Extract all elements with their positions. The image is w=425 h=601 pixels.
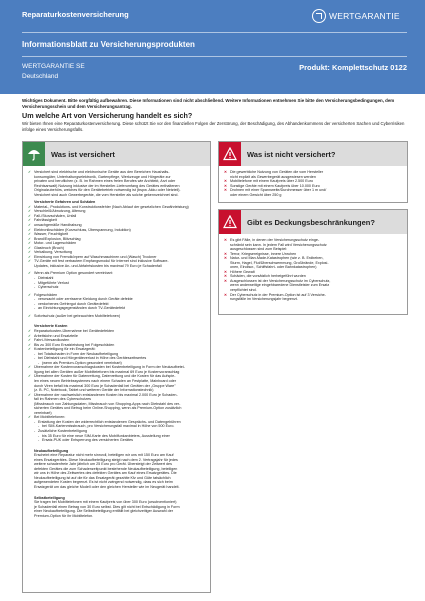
document-title: Informationsblatt zu Versicherungsprodukten xyxy=(22,40,195,49)
list-spacer xyxy=(28,443,209,446)
insured-box xyxy=(22,141,211,593)
sub-list-item: - Mitgeführte Verlust xyxy=(28,281,209,286)
paragraph-line: Neukaufbeteiligung ist auf die für das Ersatzgerät gezahlte Kfz und Güte tatsächlich xyxy=(34,475,171,480)
subsection-heading: Versicherte Gefahren und Schäden xyxy=(34,200,96,205)
list-item-continuation: Versichert sind auch Gewerbegeräte, die vom Hersteller als solche gekennzeichnet sind. xyxy=(34,192,179,197)
list-item: ✓ Motor- und Lagerschäden xyxy=(28,241,209,246)
list-item: ✓ Übernahme der Kostenvoranschlagskosten bei Kostenbeteiligung in Form der Neukaufbetei- xyxy=(28,365,209,370)
list-item-continuation: Updates, inklusive An- und Abfahrtskosten bis maximal 79 Euro je Schadenfall xyxy=(34,263,162,268)
header-divider xyxy=(22,32,407,33)
list-item: ✓ Material-, Produktions- und Konstruktionsfehler (Nach Ablauf der gesetzlichen Gewährleistung) xyxy=(28,205,209,210)
insured-list xyxy=(28,170,209,518)
list-item: ✓ Glasbruch (Bruch) xyxy=(28,246,209,251)
sub-list-item: - verursacht oder zerrissene Kleidung durch Geräte defekte xyxy=(28,297,209,302)
paragraph-line: einer Neukaufbeteiligung. Die Selbstbeteiligung entfällt bei gleichzeitiger Auswahl der xyxy=(34,509,173,514)
logo-text: WERTGARANTIE xyxy=(329,11,400,21)
document-header xyxy=(0,0,425,94)
sub-list-item: - Cyberschutz xyxy=(28,285,209,290)
section-heading: Um welche Art von Versicherung handelt es sich? xyxy=(22,111,193,120)
list-item: ✓ TV-Geräte mit fest verbautem Empfangsmodul für Internet sind inklusive Software- xyxy=(28,259,209,264)
list-item: ✓ Elektronikschäden (Kurzschluss, Überspannung, Induktion) xyxy=(28,228,209,233)
list-item: ✓ Folgeschäden xyxy=(28,293,209,298)
list-item: ✓ Einwirkung von Fremdkörpern auf Waschmaschinen und (Wasch) Trockner xyxy=(28,255,209,260)
not-insured-box xyxy=(218,141,408,203)
list-item-continuation: Sturm, Hagel, Flut/Überschwemmung, Großbrände, Explosi- xyxy=(230,260,329,265)
restrictions-list xyxy=(224,238,406,302)
wertgarantie-logo xyxy=(312,9,407,23)
sub-list-item: - Diebstahl xyxy=(28,276,209,281)
list-item: ✓ Übernahme der nachweislich entstandenen Kosten bis maximal 2.000 Euro je Schaden- xyxy=(28,393,209,398)
list-item-continuation: verpflichtet sind. xyxy=(230,288,257,293)
paragraph-line: Erscheint eine Reparatur nicht mehr sinnvoll, beteiligen wir uns mit 150 Euro am Kauf xyxy=(34,453,174,458)
list-item-continuation: schränkt sein kann. In jedem Fall wird Versicherungsschutz xyxy=(230,242,327,247)
list-item: ✓ Fall-/Sturzschäden, Unfall xyxy=(28,214,209,219)
header-divider xyxy=(22,56,407,57)
subsection-heading: Neukaufbeteiligung xyxy=(34,448,69,453)
not-insured-title: Was ist nicht versichert? xyxy=(247,150,336,159)
list-item: ✓ Fahrt-/Versandkosten xyxy=(28,338,209,343)
list-spacer xyxy=(28,318,209,321)
list-item-continuation: (Missbrauch von Zahlungsdaten, Missbrauch von Shopping-Apps nach Diebstahl des ver- xyxy=(34,401,181,406)
not-insured-body xyxy=(224,170,406,197)
list-item: ✕ Natur- und Man-Made-Katastrophen (wie z. B. Erdbeben, xyxy=(224,256,406,261)
list-item: ✓ Wasser, Feuchtigkeit xyxy=(28,232,209,237)
list-item: ✓ Bei Mobiltelefonen: xyxy=(28,415,209,420)
insured-title: Was ist versichert xyxy=(51,150,115,159)
sub-list-item: - an Einrichtungsgegenständen durch TV-Gerätedefekt xyxy=(28,306,209,311)
product-name: Produkt: Komplettschutz 0122 xyxy=(299,63,407,72)
list-item: ✓ Versichert sind elektrische und elektronische Geräte aus den Bereichen Haushalts- xyxy=(28,170,209,175)
list-item: ✓ unsachgemäße Handhabung xyxy=(28,223,209,228)
list-item: ✓ Bis zu 300 Euro Ersatzleistung bei Folgeschäden xyxy=(28,343,209,348)
list-item-continuation: oder einem Gewicht über 250 g xyxy=(230,192,282,197)
list-item-continuation: Originalzubehörs, welches für den Gerätebetrieb notwendig ist (bspw. Akku oder Netzteil). xyxy=(34,188,181,193)
list-item: ✓ Arbeitslohn und Ersatzteile xyxy=(28,334,209,339)
paragraph-line: defekten Gerätes die zum Schadenzeitpunkt bestehende Neukaufbeteiligung, beteiligen xyxy=(34,466,178,471)
list-item-continuation: durch Viren befall bis maximal 300 Euro je Schadenfall bei Geräten der „Gruppe Ware" xyxy=(34,383,176,388)
paragraph-line: Sie tragen bei Mobiltelefonen mit einem Kaufpreis von über 300 Euro (ursubventioniert) xyxy=(34,500,177,505)
list-item-continuation: privaten und beruflichen (z. B. im Rahmen eines freien Berufes wie Architekt, Arzt oder xyxy=(34,179,176,184)
sub-list-item: - Ersatz-PUK oder Entsperrung des versicherten Gerätes xyxy=(28,438,209,443)
list-item: ✕ Der Cyberschutz in der Premium-Option ist auf 3 Versiche- xyxy=(224,293,406,298)
list-item: ✓ Fahrlässigkeit xyxy=(28,218,209,223)
list-item: ✓ Brand/Explosion, Blitzschlag xyxy=(28,237,209,242)
list-item-continuation: ausgeschlossen sind zum Beispiel: xyxy=(230,247,288,252)
paragraph-line: Premium-Option für ihr Mobiltelefon. xyxy=(34,513,94,518)
sub-list-item: - verdorbenes Gefriergut durch Gerätedefekt xyxy=(28,302,209,307)
exclamation-icon xyxy=(219,142,241,166)
list-item: ✕ Es gibt Fälle, in denen der Versicherungsschutz einge- xyxy=(224,238,406,243)
list-item-continuation: ligung bei allen Geräten außer Mobiltelefonen bis maximal 69 Euro je Kostenvoranschlag xyxy=(34,369,180,374)
list-item-continuation: konsumgüter, Unterhaltungselektronik, Gartenpflege, Werkzeuge und Hörgeräte zur xyxy=(34,174,171,179)
logo-mark-icon xyxy=(312,9,326,23)
section-text: Wir bieten Ihnen eine Reparaturkostenversicherung. Diese schützt Sie vor den finanziellen Folgen der Zerstörung, der Beschädigung, des Abhandenkommens der versicherten Sachen und Cyberrisiken infolge eines Versicherungsfalls. xyxy=(22,121,405,132)
sub-list-item: - bis 35 Euro für eine neue SIM-Karte des Mobilfunkanbieters, Ausstellung einer xyxy=(28,434,209,439)
sub-list-item: - bei Totalschaden in Form der Neukaufbeteiligung xyxy=(28,352,209,357)
list-item: ✕ Die gewerbliche Nutzung von Geräten die vom Hersteller xyxy=(224,170,406,175)
list-item: ✕ Ausgeschlossen ist der Versicherungsschutz im Cyberschutz, xyxy=(224,279,406,284)
list-item-continuation: sicherten Gerätes und Betrug beim Online-Shopping, wenn als Premium-Option zusätzlich xyxy=(34,406,182,411)
paragraph-line: Ersatzgerät um das gleiche Modell oder den gleichen Hersteller wie im Neugerät handelt. xyxy=(34,485,180,489)
subsection-heading: Selbstbeteiligung xyxy=(34,495,65,500)
list-item: ✓ Wenn als Premium Option gesondert vereinbart: xyxy=(28,271,209,276)
insurance-type: Reparaturkostenversicherung xyxy=(22,10,129,19)
list-item: ✕ Höhere Gewalt xyxy=(224,270,406,275)
sub-list-item: - Zusätzliche Kostenbeteiligung xyxy=(28,429,209,434)
not-insured-list xyxy=(224,170,406,197)
list-item: ✓ Übernahme der Kosten für Datenrettung, Datenrettung und die Kosten für das Aufspie- xyxy=(28,374,209,379)
sub-list-item: - Erstattung der Kosten der widerrechtlich entstandenen Gesprächs- und Datengebühren xyxy=(28,420,209,425)
umbrella-icon xyxy=(23,142,45,166)
list-item-continuation: rungsfälle im Versicherungsjahr begrenzt. xyxy=(230,297,298,302)
list-item-continuation: onen, Eindiscr., Schiffsfahrt- oder Bahnkatastrophen) xyxy=(230,265,317,270)
list-item: ✕ Sonstige Geräte mit einem Kaufpreis über 10.000 Euro xyxy=(224,184,406,189)
list-item: ✕ Mobiltelefone mit einem Kaufpreis über 2.500 Euro xyxy=(224,179,406,184)
restrictions-box xyxy=(218,209,408,315)
list-item: ✓ Kostenbeteiligung für ein Ersatzgerät: xyxy=(28,347,209,352)
paragraph-line: wir uns in Höhe des Zeitwertes des defekten Gerätes am Kauf eines Ersatzgerätes. Die xyxy=(34,471,177,476)
sub-list-item: - bei SIM-Kartenmissbrauch, pro Versicherungsfall maximal in Höhe von 500 Euro. xyxy=(28,424,209,429)
paragraph-line: weitere schadenfreie Jahr jährlich um 25 Euro pro Gerät. Übersteigt der Zeitwert des xyxy=(34,462,172,467)
list-item-continuation: Rechtsanwalt) Nutzung inklusive der im Hersteller-Lieferumfang des Gerätes enthaltenen xyxy=(34,183,180,188)
list-item-continuation: (z. B. PC, Notebook, Tablet und weiteren Geräte der Informationstechnik) xyxy=(34,388,154,393)
list-item: ✕ Schäden, die vorsätzlich herbeigeführt wurden xyxy=(224,274,406,279)
list-item-continuation: fall im Rahmen des Cyberschutzes xyxy=(34,397,91,402)
exclamation-icon xyxy=(219,210,241,234)
list-item: ✕ Drohnen mit einer Spannweite/Durchmesser über 1 m und/ xyxy=(224,188,406,193)
list-item: ✓ Sofortschutz (außer bei gebrauchten Mobiltelefonen) xyxy=(28,314,209,319)
list-item: ✕ Terror, Kriegsereignisse, innere Unruhen xyxy=(224,252,406,257)
list-item-continuation: nicht explizit als Gewerbegerät ausgewiesen werden xyxy=(230,174,316,179)
list-item: ✓ Reparaturkosten-Übernahme bei Gerätedefekten xyxy=(28,329,209,334)
restrictions-body xyxy=(224,238,406,302)
insured-body xyxy=(28,170,209,518)
paragraph-line: je Schadenfall einen Betrag von 30 Euro selbst. Dies gilt nicht bei Entschädigung in Form xyxy=(34,504,180,509)
list-item: ✓ Verkalkung, Versottung xyxy=(28,250,209,255)
list-item: ✓ Verschleiß/Abnutzung, Alterung xyxy=(28,209,209,214)
list-item-continuation: wenn anderweitige eingehbaredene Dienstleister zum Ersatz xyxy=(230,283,330,288)
company-name: WERTGARANTIE SE xyxy=(22,63,85,70)
list-item-continuation: len eines neuen Betriebssystemes nach einem Schaden an Festplatte, Mainboard oder xyxy=(34,378,177,383)
paragraph-line: aufgewendeten Kosten begrenzt. Es ist nicht zwingend notwendig, dass es sich beim xyxy=(34,480,173,485)
sub-list-item: - bei Diebstahl und Hörgeräteverlust in Höhe des Geräteszeitwertes xyxy=(28,356,209,361)
sub-list-item: - (wenn als Premium-Option gesondert vereinbart) xyxy=(28,361,209,366)
intro-notice: Wichtiges Dokument. Bitte sorgfältig aufbewahren. Diese Informationen sind nicht abschließend. Weitere Informationen entnehmen Sie bitte den Versicherungsbedingungen, dem Versicherungsschein und dem Versicherungsantrag. xyxy=(22,98,395,109)
company-country: Deutschland xyxy=(22,73,59,80)
restrictions-title: Gibt es Deckungsbeschränkungen? xyxy=(247,218,375,227)
subsection-heading: Versicherte Kosten xyxy=(34,324,68,329)
paragraph-line: eines Ersatzgerätes. Diese Neukaufbeteiligung steigt nach dem 2. Vertragsjahr für jedes xyxy=(34,457,178,462)
list-spacer xyxy=(28,490,209,493)
list-item-continuation: vereinbart) xyxy=(34,410,52,415)
